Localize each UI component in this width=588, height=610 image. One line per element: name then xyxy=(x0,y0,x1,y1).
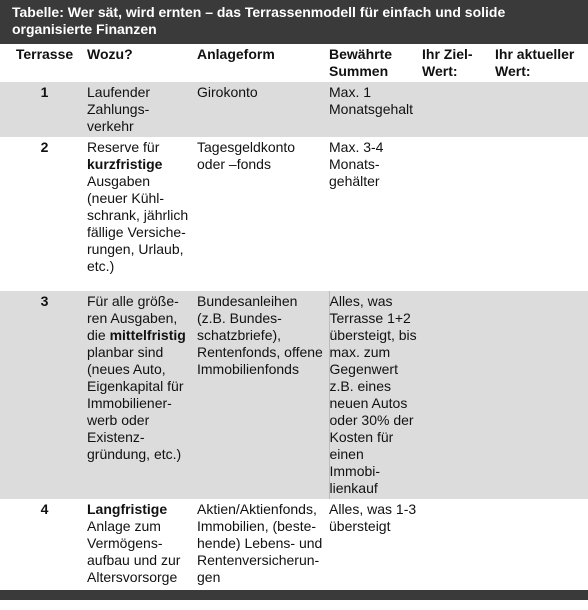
cell-aktueller-wert xyxy=(495,499,588,596)
wozu-text: Für alle größe-ren Ausgaben, die xyxy=(87,293,179,343)
wozu-text-rest: Anlage zum Vermögens-aufbau und zur Altersvorsorge xyxy=(87,518,181,585)
cell-zielwert xyxy=(422,82,495,137)
cell-wozu xyxy=(87,137,197,291)
cell-anlageform: Tagesgeldkonto oder –fonds xyxy=(197,137,329,291)
wozu-text-rest: planbar sind (neues Auto, Eigenkapital für Immobiliener-werb oder Existenz-gründung, etc.) xyxy=(87,344,184,462)
wozu-text: Laufender Zahlungs-verkehr xyxy=(87,84,151,134)
cell-terrasse: 2 xyxy=(0,137,87,291)
cell-zielwert xyxy=(422,291,495,499)
cell-wozu xyxy=(87,291,197,499)
cell-aktueller-wert xyxy=(495,291,588,499)
cell-summen: Alles, was 1-3 übersteigt xyxy=(329,499,422,596)
wozu-emphasis: Langfristige xyxy=(87,501,168,517)
table-title: Tabelle: Wer sät, wird ernten – das Terrassenmodell für einfach und solide organisierte Finanzen xyxy=(0,0,588,44)
header-terrasse: Terrasse xyxy=(0,44,87,82)
cell-summen: Max. 3-4 Monats-gehälter xyxy=(329,137,422,291)
header-zielwert: Ihr Ziel-Wert: xyxy=(422,44,495,82)
table-header-row xyxy=(0,44,588,82)
cell-anlageform: Aktien/Aktienfonds, Immobilien, (beste-hende) Lebens- und Rentenversicherun-gen xyxy=(197,499,329,596)
wozu-text-rest: Ausgaben (neuer Kühl-schrank, jährlich fällige Versiche-rungen, Urlaub, etc.) xyxy=(87,173,189,274)
cell-aktueller-wert xyxy=(495,82,588,137)
cell-anlageform: Bundesanleihen (z.B. Bundes-schatzbriefe), Rentenfonds, offene Immobilienfonds xyxy=(197,291,329,499)
cell-summen: Max. 1 Monatsgehalt xyxy=(329,82,422,137)
table-row xyxy=(0,499,588,596)
cell-aktueller-wert xyxy=(495,137,588,291)
cell-wozu xyxy=(87,499,197,596)
cell-wozu xyxy=(87,82,197,137)
table-row xyxy=(0,291,588,499)
header-wozu: Wozu? xyxy=(87,44,197,82)
cell-anlageform: Girokonto xyxy=(197,82,329,137)
cell-terrasse: 4 xyxy=(0,499,87,596)
cell-summen: Alles, was Terrasse 1+2 übersteigt, bis max. zum Gegenwert z.B. eines neuen Autos oder 30% der Kosten für einen Immobi-lienkauf xyxy=(329,291,422,499)
header-anlageform: Anlageform xyxy=(197,44,329,82)
cell-terrasse: 3 xyxy=(0,291,87,499)
wozu-text: Reserve für xyxy=(87,139,160,155)
terrace-table xyxy=(0,44,588,596)
wozu-emphasis: mittelfristig xyxy=(109,327,186,343)
bottom-rule xyxy=(0,590,588,600)
cell-terrasse: 1 xyxy=(0,82,87,137)
cell-zielwert xyxy=(422,137,495,291)
header-summen: Bewährte Summen xyxy=(329,44,422,82)
table-row xyxy=(0,137,588,291)
wozu-emphasis: kurzfristige xyxy=(87,156,163,172)
cell-zielwert xyxy=(422,499,495,596)
table-row xyxy=(0,82,588,137)
header-aktueller-wert: Ihr aktueller Wert: xyxy=(495,44,588,82)
